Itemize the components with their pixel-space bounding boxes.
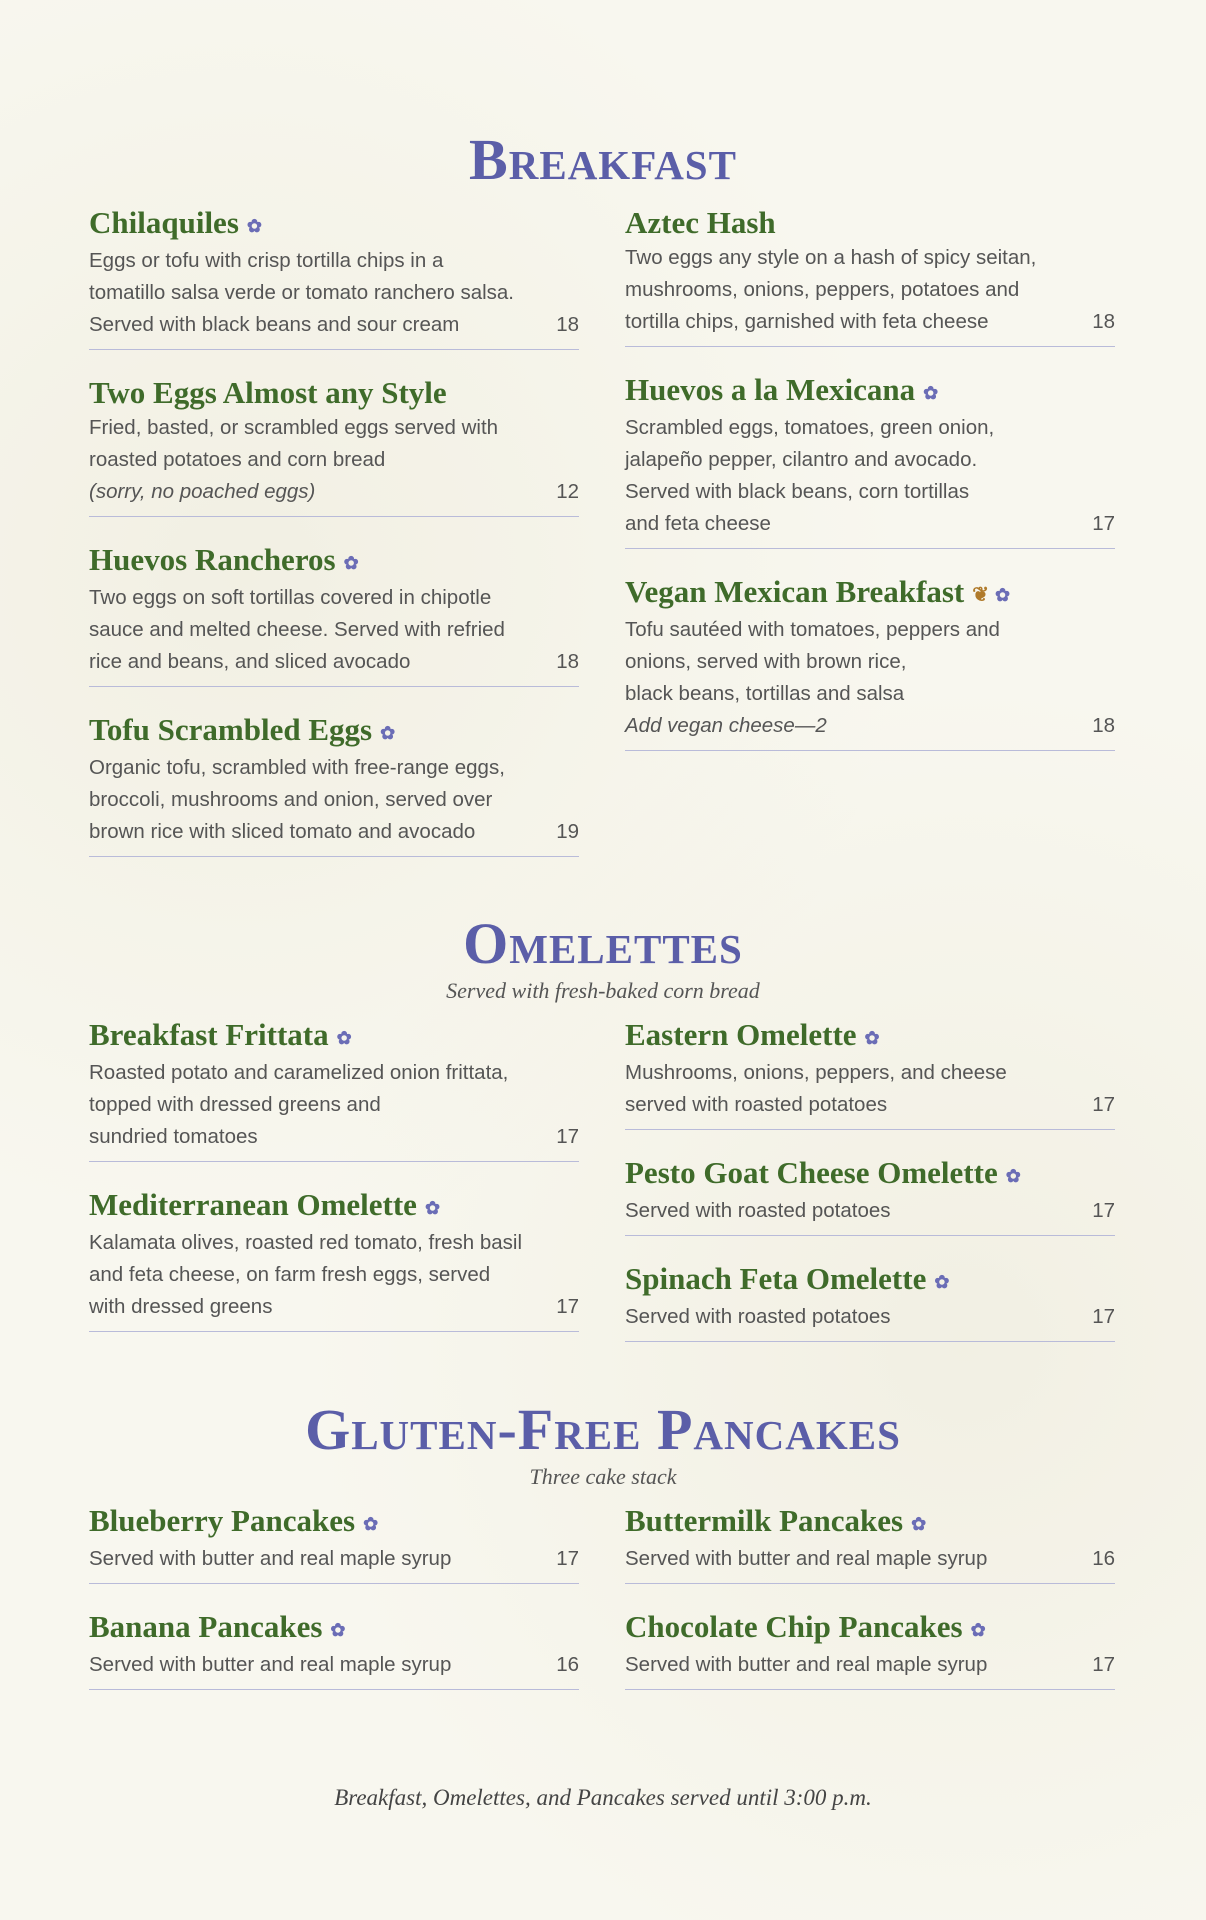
menu-item-price: 17 (1092, 1092, 1115, 1116)
menu-item-price: 17 (1092, 511, 1115, 535)
menu-item-description (89, 1227, 529, 1323)
flower-icon: ✿ (330, 1619, 346, 1640)
menu-item-description (625, 614, 1065, 742)
breakfast-section (89, 127, 1117, 843)
menu-item-name (89, 1016, 579, 1057)
flower-icon: ✿ (336, 1027, 352, 1048)
menu-item-description (89, 412, 529, 508)
menu-item-description (625, 1649, 1065, 1681)
omelettes-left-column (89, 1016, 579, 1356)
description-line: Mushrooms, onions, peppers, and cheese (625, 1060, 1007, 1084)
menu-item-price: 16 (556, 1652, 579, 1676)
description-line: mushrooms, onions, peppers, potatoes and (625, 278, 1020, 301)
flower-icon: ✿ (246, 215, 262, 236)
flower-icon: ✿ (363, 1513, 379, 1534)
omelettes-subtitle: Served with fresh-baked corn bread (446, 978, 760, 1003)
menu-item (625, 1016, 1115, 1130)
flower-icon: ✿ (923, 382, 939, 403)
description-line: Kalamata olives, roasted red tomato, fresh basil (89, 1230, 522, 1254)
menu-item-name (89, 1502, 579, 1543)
flower-icon: ✿ (995, 584, 1011, 605)
menu-item-name-text: Huevos Rancheros (89, 541, 336, 577)
omelettes-title: Omelettes (463, 911, 743, 976)
description-line: topped with dressed greens and (89, 1092, 381, 1116)
menu-item (89, 541, 579, 687)
menu-item-description (625, 412, 1065, 540)
menu-item-name-text: Aztec Hash (625, 205, 776, 240)
menu-item-name-text: Breakfast Frittata (89, 1017, 329, 1052)
menu-item-name (89, 1608, 579, 1649)
flower-icon: ✿ (424, 1197, 441, 1218)
description-line: Fried, basted, or scrambled eggs served with (89, 415, 499, 439)
menu-item-description (625, 1195, 1065, 1227)
description-line: served with roasted potatoes (625, 1092, 888, 1116)
menu-item-description (625, 1543, 1065, 1575)
menu-item-description (89, 582, 529, 678)
description-line: with dressed greens (89, 1294, 273, 1318)
description-line: Roasted potato and caramelized onion frittata, (89, 1060, 509, 1084)
menu-item (625, 1608, 1115, 1690)
description-line: sauce and melted cheese. Served with refried (89, 617, 505, 641)
menu-item-name (625, 1608, 1115, 1649)
breakfast-right-column (625, 204, 1115, 775)
menu-item-name-text: Chocolate Chip Pancakes (625, 1608, 963, 1644)
menu-item-note: (sorry, no poached eggs) (89, 479, 316, 503)
menu-item-name-text: Pesto Goat Cheese Omelette (625, 1154, 998, 1190)
menu-item-note: Add vegan cheese—2 (625, 713, 827, 737)
omelettes-right-column (625, 1016, 1115, 1366)
flower-icon: ✿ (1005, 1165, 1021, 1186)
menu-item (625, 1502, 1115, 1584)
pancakes-subtitle: Three cake stack (529, 1464, 677, 1489)
description-line: Served with black beans and sour cream (89, 312, 460, 336)
description-line: broccoli, mushrooms and onion, served over (89, 787, 493, 811)
description-line: sundried tomatoes (89, 1124, 258, 1148)
menu-item-name (89, 541, 579, 582)
menu-item (89, 711, 579, 857)
menu-item-price: 18 (1092, 713, 1115, 737)
menu-item-price: 18 (556, 649, 579, 673)
description-line: brown rice with sliced tomato and avocado (89, 819, 476, 843)
pancakes-title: Gluten-Free Pancakes (305, 1397, 901, 1462)
menu-item-price: 17 (556, 1294, 579, 1318)
flower-icon: ✿ (380, 722, 396, 743)
menu-item-description (89, 245, 529, 341)
menu-item-price: 18 (556, 312, 579, 336)
menu-item-description (625, 1057, 1065, 1121)
omelettes-section (89, 911, 1117, 1328)
menu-item (89, 1502, 579, 1584)
description-line: Two eggs on soft tortillas covered in chipotle (89, 585, 492, 609)
menu-item-name-text: Buttermilk Pancakes (625, 1503, 904, 1538)
menu-item (89, 1016, 579, 1162)
pancakes-left-column (89, 1502, 579, 1714)
menu-item-name (89, 204, 579, 245)
description-line: Eggs or tofu with crisp tortilla chips in a (89, 248, 444, 272)
menu-item (625, 204, 1115, 347)
menu-item-name (625, 1502, 1115, 1543)
menu-item-price: 17 (1092, 1198, 1115, 1222)
menu-item-description (89, 752, 529, 848)
menu-item-name-text: Eastern Omelette (625, 1017, 857, 1052)
description-line: and feta cheese (625, 511, 771, 535)
description-line: Tofu sautéed with tomatoes, peppers and (625, 617, 1000, 641)
menu-item-name-text: Blueberry Pancakes (89, 1503, 356, 1538)
breakfast-title: Breakfast (469, 127, 737, 192)
description-line: Served with butter and real maple syrup (89, 1652, 452, 1676)
menu-item-price: 12 (556, 479, 579, 503)
menu-item-price: 17 (1092, 1652, 1115, 1676)
menu-item-name (625, 1154, 1115, 1195)
menu-item-name (625, 573, 1115, 614)
description-line: Scrambled eggs, tomatoes, green onion, (625, 415, 995, 439)
menu-item (625, 1154, 1115, 1236)
menu-item-name-text: Spinach Feta Omelette (625, 1260, 927, 1296)
menu-item-name (625, 1016, 1115, 1057)
description-line: tomatillo salsa verde or tomato ranchero salsa. (89, 280, 515, 304)
service-hours-note: Breakfast, Omelettes, and Pancakes served until 3:00 p.m. (334, 1785, 872, 1810)
menu-item-name (89, 711, 579, 752)
menu-item-name (89, 1186, 579, 1227)
menu-item-price: 17 (556, 1124, 579, 1148)
flower-icon: ✿ (343, 552, 359, 573)
description-line: Served with butter and real maple syrup (625, 1546, 988, 1570)
flower-icon: ✿ (934, 1271, 950, 1292)
menu-item-price: 18 (1092, 310, 1115, 333)
menu-item-name-text: Vegan Mexican Breakfast (625, 573, 965, 609)
description-line: Served with roasted potatoes (625, 1304, 891, 1328)
flower-icon: ✿ (970, 1619, 986, 1640)
flower-icon: ✿ (864, 1027, 880, 1048)
description-line: tortilla chips, garnished with feta cheese (625, 310, 989, 333)
vegan-leaf-icon: ❦ (972, 583, 990, 606)
menu-item-name (89, 374, 579, 412)
menu-item (89, 1186, 579, 1332)
pancakes-right-column (625, 1502, 1115, 1714)
description-line: roasted potatoes and corn bread (89, 447, 386, 471)
description-line: Organic tofu, scrambled with free-range eggs, (89, 755, 505, 779)
description-line: jalapeño pepper, cilantro and avocado. (625, 447, 978, 471)
description-line: Two eggs any style on a hash of spicy seitan, (625, 246, 1037, 269)
menu-item (625, 573, 1115, 751)
description-line: rice and beans, and sliced avocado (89, 649, 411, 673)
menu-item (625, 1260, 1115, 1342)
menu-item-description (89, 1649, 529, 1681)
menu-item (89, 374, 579, 517)
menu-item-name-text: Mediterranean Omelette (89, 1186, 417, 1222)
description-line: Served with butter and real maple syrup (89, 1546, 452, 1570)
menu-item-price: 17 (1092, 1304, 1115, 1328)
menu-item-name-text: Chilaquiles (89, 205, 239, 240)
pancakes-section (89, 1397, 1117, 1676)
menu-item-name-text: Huevos a la Mexicana (625, 372, 916, 407)
menu-item-description (89, 1543, 529, 1575)
menu-item (625, 371, 1115, 549)
menu-item-price: 17 (556, 1546, 579, 1570)
breakfast-left-column (89, 204, 579, 881)
description-line: Served with roasted potatoes (625, 1198, 891, 1222)
flower-icon: ✿ (911, 1513, 927, 1534)
description-line: onions, served with brown rice, (625, 649, 907, 673)
description-line: and feta cheese, on farm fresh eggs, served (89, 1262, 491, 1286)
menu-item-description (625, 242, 1065, 338)
description-line: Served with butter and real maple syrup (625, 1652, 988, 1676)
menu-item-price: 16 (1092, 1546, 1115, 1570)
menu-item-name (625, 371, 1115, 412)
menu-item-name-text: Banana Pancakes (89, 1608, 323, 1644)
menu-item (89, 1608, 579, 1690)
menu-item-price: 19 (556, 819, 579, 843)
menu-item-name (625, 1260, 1115, 1301)
description-line: Served with black beans, corn tortillas (625, 479, 970, 503)
menu-item-description (89, 1057, 529, 1153)
menu-item-name-text: Tofu Scrambled Eggs (89, 711, 373, 747)
menu-item (89, 204, 579, 350)
menu-item-name-text: Two Eggs Almost any Style (89, 374, 447, 410)
menu-item-description (625, 1301, 1065, 1333)
description-line: black beans, tortillas and salsa (625, 681, 905, 705)
menu-item-name (625, 204, 1115, 242)
